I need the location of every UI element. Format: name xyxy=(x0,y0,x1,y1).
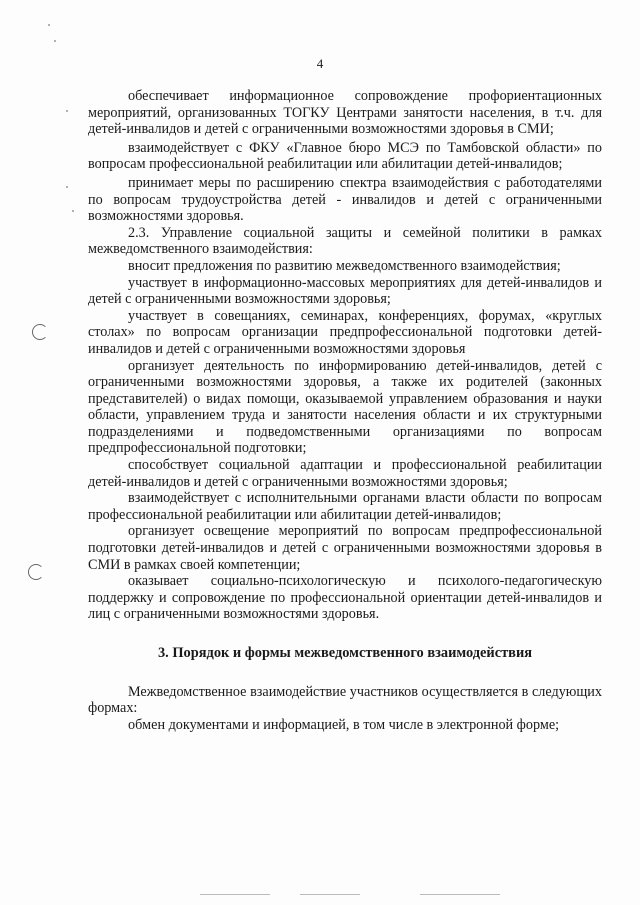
paragraph: организует деятельность по информированию детей-инвалидов, детей с ограниченными возможностями здоровья, а также их родителей (законных представителей) о видах помощи, оказываемой управлением образования и науки области, управлением труда и занятости населения области и их структурными подразделениями и подведомственными организациями по вопросам предпрофессиональной подготовки; xyxy=(88,357,602,457)
scan-speck xyxy=(66,186,68,188)
paragraph: обмен документами и информацией, в том числе в электронной форме; xyxy=(128,716,560,733)
scan-speck xyxy=(66,110,68,112)
scan-edge-mark xyxy=(300,894,360,895)
paragraph: участвует в информационно-массовых мероприятиях для детей-инвалидов и детей с ограниченными возможностями здоровья; xyxy=(88,274,602,308)
paragraph: принимает меры по расширению спектра взаимодействия с работодателями по вопросам трудоустройства детей - инвалидов и детей с ограниченными возможностями здоровья. xyxy=(88,174,602,225)
paragraph: организует освещение мероприятий по вопросам предпрофессиональной подготовки детей-инвалидов и детей с ограниченными возможностями здоровья в СМИ в рамках своей компетенции; xyxy=(88,523,602,573)
scan-edge-mark xyxy=(200,894,270,895)
document-body xyxy=(88,88,602,733)
punch-hole-bottom xyxy=(28,564,44,580)
scan-speck xyxy=(72,210,74,212)
paragraph: обеспечивает информационное сопровождение профориентационных мероприятий, организованных ТОГКУ Центрами занятости населения, в т.ч. для детей-инвалидов и детей с ограниченными возможностями здоровья в СМИ; xyxy=(88,88,602,138)
scan-speck xyxy=(48,24,50,26)
section-2-3-intro: 2.3. Управление социальной защиты и семейной политики в рамках межведомственного взаимодействия: xyxy=(88,224,602,258)
scan-edge-mark xyxy=(420,894,500,895)
paragraph: участвует в совещаниях, семинарах, конференциях, форумах, «круглых столах» по вопросам организации предпрофессиональной подготовки детей-инвалидов и детей с ограниченными возможностями здоровья xyxy=(88,307,602,357)
paragraph: взаимодействует с ФКУ «Главное бюро МСЭ по Тамбовской области» по вопросам профессиональной реабилитации или абилитации детей-инвалидов; xyxy=(88,139,602,173)
scan-speck xyxy=(54,40,56,42)
punch-hole-top xyxy=(32,324,48,340)
section-3-heading: 3. Порядок и формы межведомственного взаимодействия xyxy=(157,645,533,661)
paragraph: Межведомственное взаимодействие участников осуществляется в следующих формах: xyxy=(88,683,602,717)
paragraph: вносит предложения по развитию межведомственного взаимодействия; xyxy=(128,257,561,274)
paragraph: взаимодействует с исполнительными органами власти области по вопросам профессиональной реабилитации или абилитации детей-инвалидов; xyxy=(88,490,602,523)
paragraph: способствует социальной адаптации и профессиональной реабилитации детей-инвалидов и детей с ограниченными возможностями здоровья; xyxy=(88,457,602,490)
page-number: 4 xyxy=(316,56,324,71)
paragraph: оказывает социально-психологическую и психолого-педагогическую поддержку и сопровождение по профессиональной ориентации детей-инвалидов и лиц с ограниченными возможностями здоровья. xyxy=(88,573,602,623)
